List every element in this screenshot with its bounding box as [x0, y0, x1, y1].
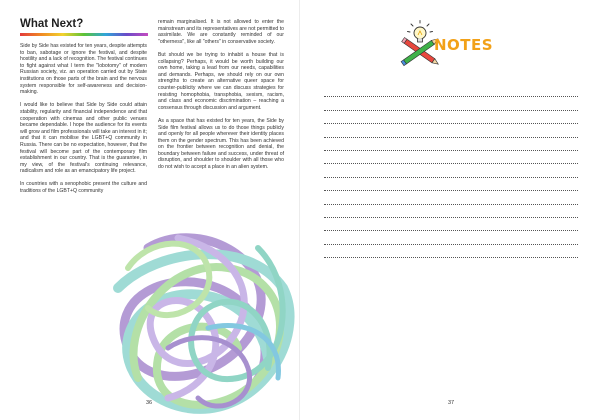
note-line [324, 138, 578, 151]
notes-logo [398, 20, 508, 68]
note-line [324, 218, 578, 231]
note-line [324, 231, 578, 244]
text-column-2 [158, 19, 284, 177]
notes-lines [324, 84, 578, 258]
note-line [324, 178, 578, 191]
note-line [324, 124, 578, 137]
page-number: 37 [448, 400, 455, 406]
paragraph: I would like to believe that Side by Side could attain stability, regularity and financial independence and that cooperation with cinemas and other public venues became dependable. I hope the audience for its events will grow and film professionals will take an interest in it; and that it can mobilise the LGBT+Q community in Russia. There can be no expectation, however, that the festival will become part of the contemporary film establishment in our country. That is the guarantee, in my view, of the festival's continuing relevance, radicalism and role as an emancipatory life project. [20, 102, 147, 175]
paragraph: In countries with a xenophobic present the culture and traditions of the LGBT+Q community [20, 181, 147, 195]
note-line [324, 245, 578, 258]
text-column-1 [20, 43, 147, 201]
note-line [324, 164, 578, 177]
notes-logo-text: NOTES [434, 36, 494, 54]
paragraph: remain marginalised. It is not allowed to enter the mainstream and its representatives are not permitted to assimilate. We are constantly reminded of our "otherness", like all "others" in conservative society. [158, 19, 285, 45]
note-line [324, 84, 578, 97]
note-line [324, 205, 578, 218]
paragraph: As a space that has existed for ten years, the Side by Side film festival allows us to do those things publicly and openly for all people wherever their identity places them on the gender spectrum. This has been achieved on the frontier between recognition and denial, the boundary between failure and success, under threat of disruption, and shoulder to shoulder with all those who do not wish to accept a place in an alien system. [158, 117, 284, 171]
rainbow-rule [20, 33, 148, 36]
paragraph: Side by Side has existed for ten years, despite attempts to ban, sabotage or ignore the festival, and despite hostility and a lack of recognition. The festival continues to fight against what I term the "lobotomy" of modern Russian society, viz. an operation carried out by State institutions on those parts of the brain and the nervous system responsible for self-awareness and decision-making. [20, 43, 147, 96]
page-number: 36 [146, 400, 153, 406]
note-line [324, 151, 578, 164]
scribble-illustration [108, 228, 300, 420]
note-line [324, 111, 578, 124]
paragraph: But should we be trying to inhabit a house that is collapsing? Perhaps, it would be worth building our own home, taking a lead from our needs, capabilities and demands. Perhaps, we should rely on our own strengths to create an alternative queer space for counter-publicity where we can discuss strategies for resisting homophobia, transphobia, sexism, racism, and class and economic discrimination – reaching a consensus through discussion and argument. [158, 51, 284, 111]
right-page [300, 0, 600, 420]
page-title: What Next? [20, 18, 84, 30]
note-line [324, 191, 578, 204]
note-line [324, 97, 578, 110]
